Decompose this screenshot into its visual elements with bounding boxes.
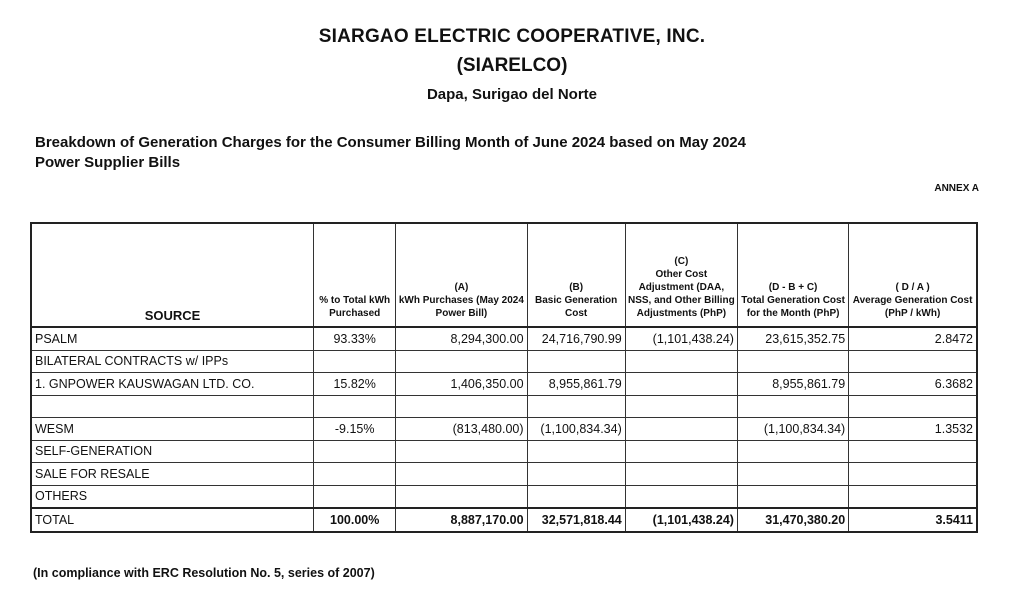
- cell-kwh: 1,406,350.00: [396, 373, 527, 396]
- generation-charges-table: [30, 222, 978, 533]
- description-line-1: Breakdown of Generation Charges for the Consumer Billing Month of June 2024 based on May 2024: [35, 134, 746, 151]
- cell-source: 1. GNPOWER KAUSWAGAN LTD. CO.: [31, 373, 314, 396]
- cell-source: PSALM: [31, 327, 314, 350]
- cell-basic: 32,571,818.44: [527, 508, 625, 532]
- col-header-avg: [849, 223, 977, 327]
- cell-avg: [849, 395, 977, 418]
- cell-avg: 3.5411: [849, 508, 977, 532]
- col-header-basic: [527, 223, 625, 327]
- cell-avg: [849, 463, 977, 486]
- cell-total: (1,100,834.34): [737, 418, 848, 441]
- company-acronym: (SIARELCO): [456, 55, 568, 76]
- col-header-source: SOURCE: [31, 223, 314, 327]
- col-header-basic-code: (B): [569, 282, 584, 293]
- cell-avg: [849, 485, 977, 508]
- cell-source: SALE FOR RESALE: [31, 463, 314, 486]
- cell-other: [625, 418, 737, 441]
- cell-basic: [527, 350, 625, 373]
- col-header-total: [737, 223, 848, 327]
- col-header-other: [625, 223, 737, 327]
- table-row-blank: [31, 395, 977, 418]
- table-row-bilateral: [31, 350, 977, 373]
- col-header-avg-code: ( D / A ): [895, 282, 930, 293]
- cell-other: [625, 440, 737, 463]
- cell-other: [625, 350, 737, 373]
- cell-other: (1,101,438.24): [625, 508, 737, 532]
- cell-total: 23,615,352.75: [737, 327, 848, 350]
- cell-avg: [849, 440, 977, 463]
- col-header-avg-label: Average Generation Cost (PhP / kWh): [852, 295, 973, 319]
- cell-kwh: (813,480.00): [396, 418, 527, 441]
- col-header-kwh-label: kWh Purchases (May 2024 Power Bill): [398, 295, 524, 319]
- table-row-gnpower: [31, 373, 977, 396]
- cell-basic: [527, 395, 625, 418]
- table-header-row: [31, 223, 977, 327]
- table-row-sale-for-resale: [31, 463, 977, 486]
- cell-other: [625, 373, 737, 396]
- cell-pct: 15.82%: [314, 373, 396, 396]
- cell-kwh: [396, 440, 527, 463]
- cell-total: [737, 440, 848, 463]
- cell-pct: [314, 395, 396, 418]
- cell-basic: [527, 463, 625, 486]
- table-row-others: [31, 485, 977, 508]
- cell-source: [31, 395, 314, 418]
- cell-other: [625, 395, 737, 418]
- cell-total: [737, 395, 848, 418]
- cell-source: SELF-GENERATION: [31, 440, 314, 463]
- cell-basic: (1,100,834.34): [527, 418, 625, 441]
- cell-basic: [527, 485, 625, 508]
- table-row-wesm: [31, 418, 977, 441]
- cell-kwh: [396, 350, 527, 373]
- cell-source: WESM: [31, 418, 314, 441]
- col-header-total-code: (D - B + C): [768, 282, 818, 293]
- cell-other: [625, 485, 737, 508]
- cell-basic: 8,955,861.79: [527, 373, 625, 396]
- compliance-footnote: (In compliance with ERC Resolution No. 5, series of 2007): [33, 566, 375, 580]
- col-header-other-label: Other Cost Adjustment (DAA, NSS, and Other Billing Adjustments (PhP): [628, 269, 735, 319]
- table-row-self-generation: [31, 440, 977, 463]
- cell-pct: [314, 463, 396, 486]
- cell-pct: 93.33%: [314, 327, 396, 350]
- cell-other: [625, 463, 737, 486]
- cell-avg: 1.3532: [849, 418, 977, 441]
- cell-source: OTHERS: [31, 485, 314, 508]
- col-header-kwh-code: (A): [454, 282, 469, 293]
- cell-avg: [849, 350, 977, 373]
- annex-label: ANNEX A: [934, 183, 979, 194]
- cell-avg: 6.3682: [849, 373, 977, 396]
- table-row-total: [31, 508, 977, 532]
- description-line-2: Power Supplier Bills: [35, 154, 181, 171]
- cell-total: [737, 463, 848, 486]
- col-header-total-label: Total Generation Cost for the Month (PhP): [741, 295, 845, 319]
- col-header-other-code: (C): [674, 256, 689, 267]
- report-description: [35, 133, 795, 173]
- cell-pct: [314, 350, 396, 373]
- cell-pct: -9.15%: [314, 418, 396, 441]
- cell-source: BILATERAL CONTRACTS w/ IPPs: [31, 350, 314, 373]
- col-header-kwh: [396, 223, 527, 327]
- cell-kwh: [396, 463, 527, 486]
- cell-total: [737, 350, 848, 373]
- cell-total: [737, 485, 848, 508]
- cell-avg: 2.8472: [849, 327, 977, 350]
- cell-pct: [314, 440, 396, 463]
- cell-kwh: 8,294,300.00: [396, 327, 527, 350]
- cell-other: (1,101,438.24): [625, 327, 737, 350]
- cell-kwh: 8,887,170.00: [396, 508, 527, 532]
- cell-basic: [527, 440, 625, 463]
- cell-pct: [314, 485, 396, 508]
- cell-basic: 24,716,790.99: [527, 327, 625, 350]
- company-address: Dapa, Surigao del Norte: [426, 86, 598, 103]
- cell-total: 8,955,861.79: [737, 373, 848, 396]
- cell-pct: 100.00%: [314, 508, 396, 532]
- company-name: SIARGAO ELECTRIC COOPERATIVE, INC.: [318, 26, 706, 47]
- cell-source: TOTAL: [31, 508, 314, 532]
- cell-kwh: [396, 485, 527, 508]
- col-header-basic-label: Basic Generation Cost: [535, 295, 618, 319]
- col-header-pct: % to Total kWh Purchased: [314, 223, 396, 327]
- cell-total: 31,470,380.20: [737, 508, 848, 532]
- table-row-psalm: [31, 327, 977, 350]
- cell-kwh: [396, 395, 527, 418]
